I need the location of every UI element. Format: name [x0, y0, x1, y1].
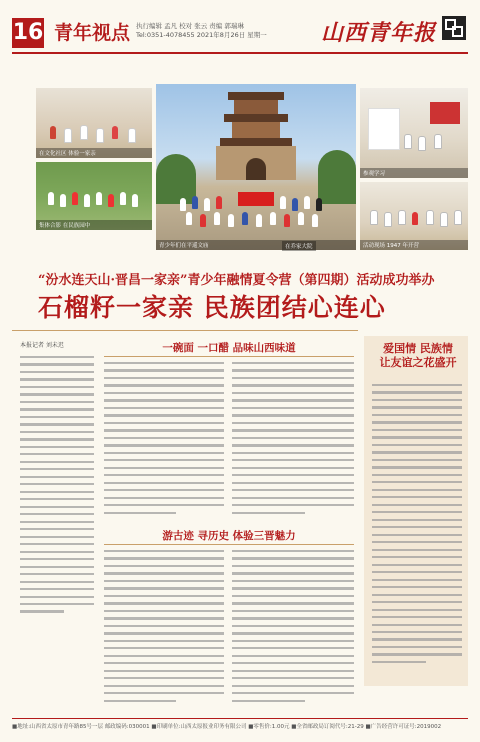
section-1-text-right [232, 362, 354, 522]
photo-5 [360, 88, 468, 178]
side-column-title: 爱国情 民族情 让友谊之花盛开 [379, 342, 457, 369]
photo-6 [360, 182, 468, 250]
brand-logo: 山西青年报 [320, 20, 436, 46]
section-1-text-left [104, 362, 224, 522]
section-1-title: 一碗面 一口醋 品味山西味道 [162, 342, 296, 354]
photo-2-caption: 集体合影 在民族园中 [36, 220, 152, 230]
photo-1-caption: 在文化社区 体验一家亲 [36, 148, 152, 158]
footer-info: ■地址:山西省太原市青年路85号一层 邮政编码:030001 ■印刷单位:山西太原报业印务有限公司 ■零售价:1.00元 ■全省邮政局订阅代号:21-29 ■广告经营许可证号:2019002 [12, 724, 442, 730]
section-2-title: 游古迹 寻历史 体验三晋魅力 [162, 530, 296, 542]
header-rule [12, 52, 468, 54]
editor-meta: 执行编辑 孟凡 校对 张云 责编 郭瑞琳 [136, 22, 244, 30]
side-column-text [372, 384, 462, 680]
section-1-rule [104, 356, 354, 357]
subheadline: “汾水连天山·晋昌一家亲”青少年融情夏令营（第四期）活动成功举办 [38, 273, 435, 288]
photo-3-caption: 青少年们在平遥文庙 [156, 240, 356, 250]
page-number: 16 [12, 18, 44, 48]
photo-4-caption: 在乔家大院 [282, 241, 316, 251]
photo-5-caption: 参观学习 [360, 168, 468, 178]
photo-1 [36, 88, 152, 158]
footer-rule [12, 718, 468, 719]
qr-code-icon [442, 16, 466, 40]
section-title: 青年视点 [54, 22, 131, 44]
photo-6-caption: 活动现场 1947 年开营 [360, 240, 468, 250]
section-2-text-left [104, 550, 224, 710]
contact-meta: Tel:0351-4078455 2021年8月26日 星期一 [136, 31, 267, 39]
intro-text [20, 356, 94, 636]
headline: 石榴籽一家亲 民族团结心连心 [38, 293, 386, 322]
headline-rule [12, 330, 358, 331]
byline: 本报记者 刘未迟 [20, 342, 64, 349]
section-2-rule [104, 544, 354, 545]
photo-2 [36, 162, 152, 230]
section-2-text-right [232, 550, 354, 710]
